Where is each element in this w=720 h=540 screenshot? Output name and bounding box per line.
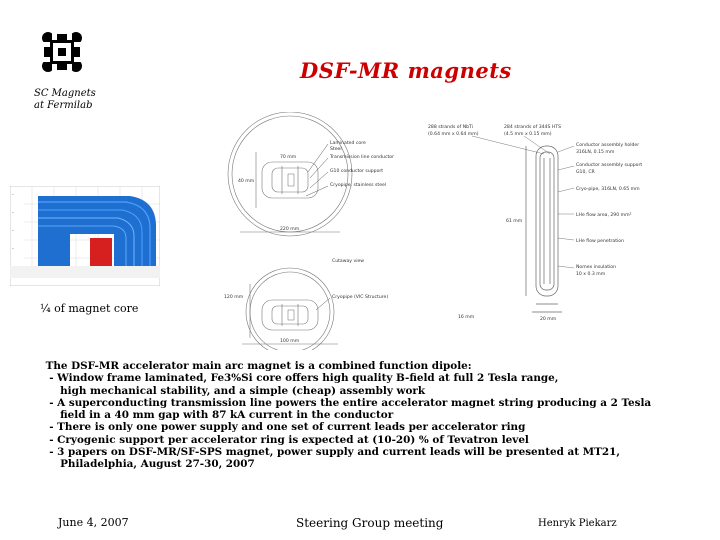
magnet-cross-section-drawing xyxy=(180,112,410,350)
subtitle-line-2: at Fermilab xyxy=(34,100,93,111)
svg-text:-: - xyxy=(12,193,14,198)
label-strands-nbti-dim: (0.64 mm x 0.64 mm) xyxy=(428,132,479,137)
slide-title: DSF-MR magnets xyxy=(300,58,512,83)
footer-author: Henryk Piekarz xyxy=(538,518,617,529)
label-transmission: Transmission line conductor xyxy=(330,155,394,160)
label-dim-16: 16 mm xyxy=(458,315,475,320)
transmission-line-drawing xyxy=(428,118,680,328)
label-strands-hts-dim: (4.5 mm x 0.15 mm) xyxy=(504,132,552,137)
label-nomex: Nomex insulation xyxy=(576,265,617,270)
magnet-core-field-plot xyxy=(10,186,160,286)
label-support: Conductor assembly support xyxy=(576,163,643,168)
svg-text:-: - xyxy=(12,229,14,234)
label-support-spec: G10, CR xyxy=(576,170,595,175)
label-bottom: Cryopipe (VIC Structure) xyxy=(332,295,389,300)
label-holder-spec: 316LN, 0.15 mm xyxy=(576,150,615,155)
subtitle-line-1: SC Magnets xyxy=(34,88,96,99)
label-cryo: Cryo-pipe, 316LN, 0.65 mm xyxy=(576,187,640,192)
conductor-region xyxy=(90,238,112,266)
label-lhe-penetration: LHe flow penetration xyxy=(576,239,625,244)
slide-body-text: The DSF-MR accelerator main arc magnet is a combined function dipole: - Window frame laminated, Fe3%Si core offers high quality B-field at full 2 Tesla range, high mechanical stability, and a simple (cheap) assembly work - A superconducting transmission line powers the entire accelerator magnet string producing a 2 Tesla field in a 40 mm gap with 87 kA current in the conductor - There is only one power supply and one set of current leads per accelerator ring - Cryogenic support per accelerator ring is expected at (10-20) % of Tevatron level - 3 papers on DSF-MR/SF-SPS magnet, power supply and current leads will be presented at MT21, Philadelphia, August 27-30, 2007 xyxy=(45,360,652,471)
label-holder: Conductor assembly holder xyxy=(576,143,640,148)
label-dim-220: 220 mm xyxy=(280,227,300,232)
label-cutaway: Cutaway view xyxy=(332,259,365,264)
label-strands-hts: 284 strands of 344S HTS xyxy=(504,125,562,130)
label-dim-20: 20 mm xyxy=(540,317,557,322)
label-dim-120: 120 mm xyxy=(224,295,244,300)
label-g10: G10 conductor support xyxy=(330,169,384,174)
svg-text:-: - xyxy=(12,211,14,216)
label-dim-40: 40 mm xyxy=(238,179,255,184)
footer-meeting: Steering Group meeting xyxy=(296,516,444,530)
label-nomex-spec: 10 x 0.3 mm xyxy=(576,272,606,277)
footer-date: June 4, 2007 xyxy=(58,516,129,529)
lab-subtitle xyxy=(34,88,96,112)
label-dim-100: 100 mm xyxy=(280,339,300,344)
label-lhe-flow: LHe flow area, 290 mm² xyxy=(576,213,632,218)
label-dim-70: 70 mm xyxy=(280,155,297,160)
core-caption: ¼ of magnet core xyxy=(40,302,139,315)
svg-text:-: - xyxy=(12,247,14,252)
label-steel: Steel xyxy=(330,147,342,152)
label-laminated: Laminated core xyxy=(330,141,366,146)
label-strands-nbti: 288 strands of NbTi xyxy=(428,125,473,130)
label-cryopipe: Cryopipe, stainless steel xyxy=(330,183,387,188)
label-dim-61: 61 mm xyxy=(506,219,523,224)
fermilab-logo xyxy=(38,28,86,76)
